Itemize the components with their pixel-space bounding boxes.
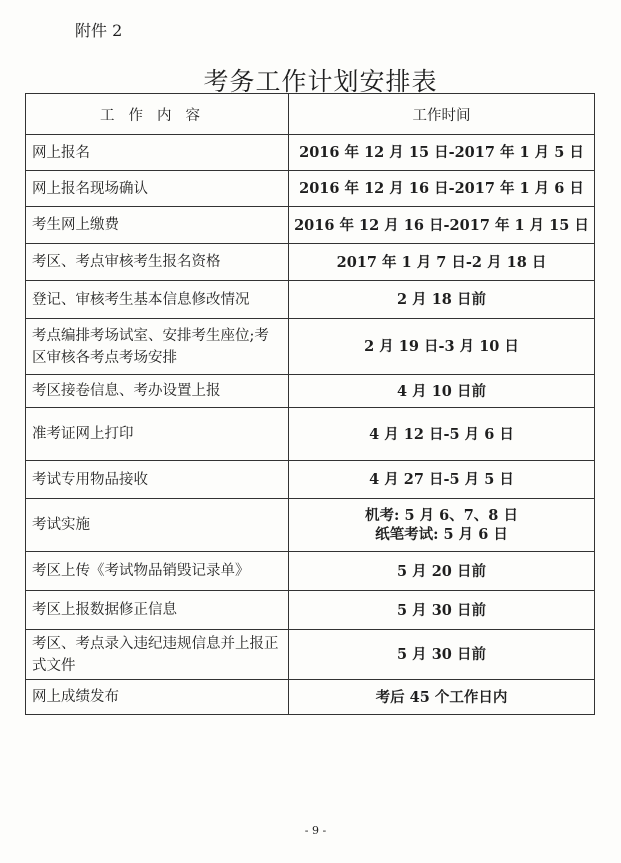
work-content-cell: 考试专用物品接收 xyxy=(26,461,289,499)
table-row xyxy=(26,281,595,319)
page-number: - 9 - xyxy=(304,824,327,837)
work-content-cell: 考区、考点录入违纪违规信息并上报正式文件 xyxy=(26,630,289,680)
work-time-cell: 2 月 18 日前 xyxy=(289,281,595,319)
table-row xyxy=(26,461,595,499)
work-time-line: 纸笔考试: 5 月 6 日 xyxy=(375,526,508,543)
work-content-cell: 登记、审核考生基本信息修改情况 xyxy=(26,281,289,319)
work-time-cell: 5 月 30 日前 xyxy=(289,591,595,630)
table-row xyxy=(26,680,595,715)
work-content-cell: 考区上传《考试物品销毁记录单》 xyxy=(26,552,289,591)
table-row xyxy=(26,135,595,171)
work-content-cell: 网上报名现场确认 xyxy=(26,171,289,207)
work-content-cell: 考区、考点审核考生报名资格 xyxy=(26,244,289,281)
work-content-cell: 考生网上缴费 xyxy=(26,207,289,244)
work-time-cell: 4 月 27 日-5 月 5 日 xyxy=(289,461,595,499)
work-time-cell: 2017 年 1 月 7 日-2 月 18 日 xyxy=(289,244,595,281)
table-row xyxy=(26,171,595,207)
work-content-cell: 准考证网上打印 xyxy=(26,408,289,461)
work-time-cell: 4 月 12 日-5 月 6 日 xyxy=(289,408,595,461)
table-row xyxy=(26,207,595,244)
work-time-line: 机考: 5 月 6、7、8 日 xyxy=(365,507,518,524)
work-time-cell: 2016 年 12 月 16 日-2017 年 1 月 6 日 xyxy=(289,171,595,207)
work-time-cell: 5 月 30 日前 xyxy=(289,630,595,680)
work-content-cell: 考点编排考场试室、安排考生座位;考区审核各考点考场安排 xyxy=(26,319,289,375)
work-content-cell: 网上报名 xyxy=(26,135,289,171)
attachment-label: 附件 2 xyxy=(75,21,123,40)
work-time-cell: 2 月 19 日-3 月 10 日 xyxy=(289,319,595,375)
work-time-cell: 2016 年 12 月 16 日-2017 年 1 月 15 日 xyxy=(289,207,595,244)
table-row xyxy=(26,630,595,680)
table-row xyxy=(26,375,595,408)
table-header-row xyxy=(26,94,595,135)
header-work-time: 工作时间 xyxy=(289,94,595,135)
work-time-cell xyxy=(289,499,595,552)
work-time-cell: 2016 年 12 月 15 日-2017 年 1 月 5 日 xyxy=(289,135,595,171)
table-row xyxy=(26,244,595,281)
schedule-table xyxy=(25,93,595,715)
work-time-cell: 4 月 10 日前 xyxy=(289,375,595,408)
work-time-cell: 5 月 20 日前 xyxy=(289,552,595,591)
table-row xyxy=(26,319,595,375)
header-work-content: 工作内容 xyxy=(26,94,289,135)
table-row xyxy=(26,408,595,461)
page-title: 考务工作计划安排表 xyxy=(203,67,438,96)
work-content-cell: 考区上报数据修正信息 xyxy=(26,591,289,630)
work-content-cell: 考区接卷信息、考办设置上报 xyxy=(26,375,289,408)
table-row xyxy=(26,552,595,591)
work-content-cell: 网上成绩发布 xyxy=(26,680,289,715)
work-time-cell: 考后 45 个工作日内 xyxy=(289,680,595,715)
table-row xyxy=(26,591,595,630)
work-content-cell: 考试实施 xyxy=(26,499,289,552)
table-row xyxy=(26,499,595,552)
